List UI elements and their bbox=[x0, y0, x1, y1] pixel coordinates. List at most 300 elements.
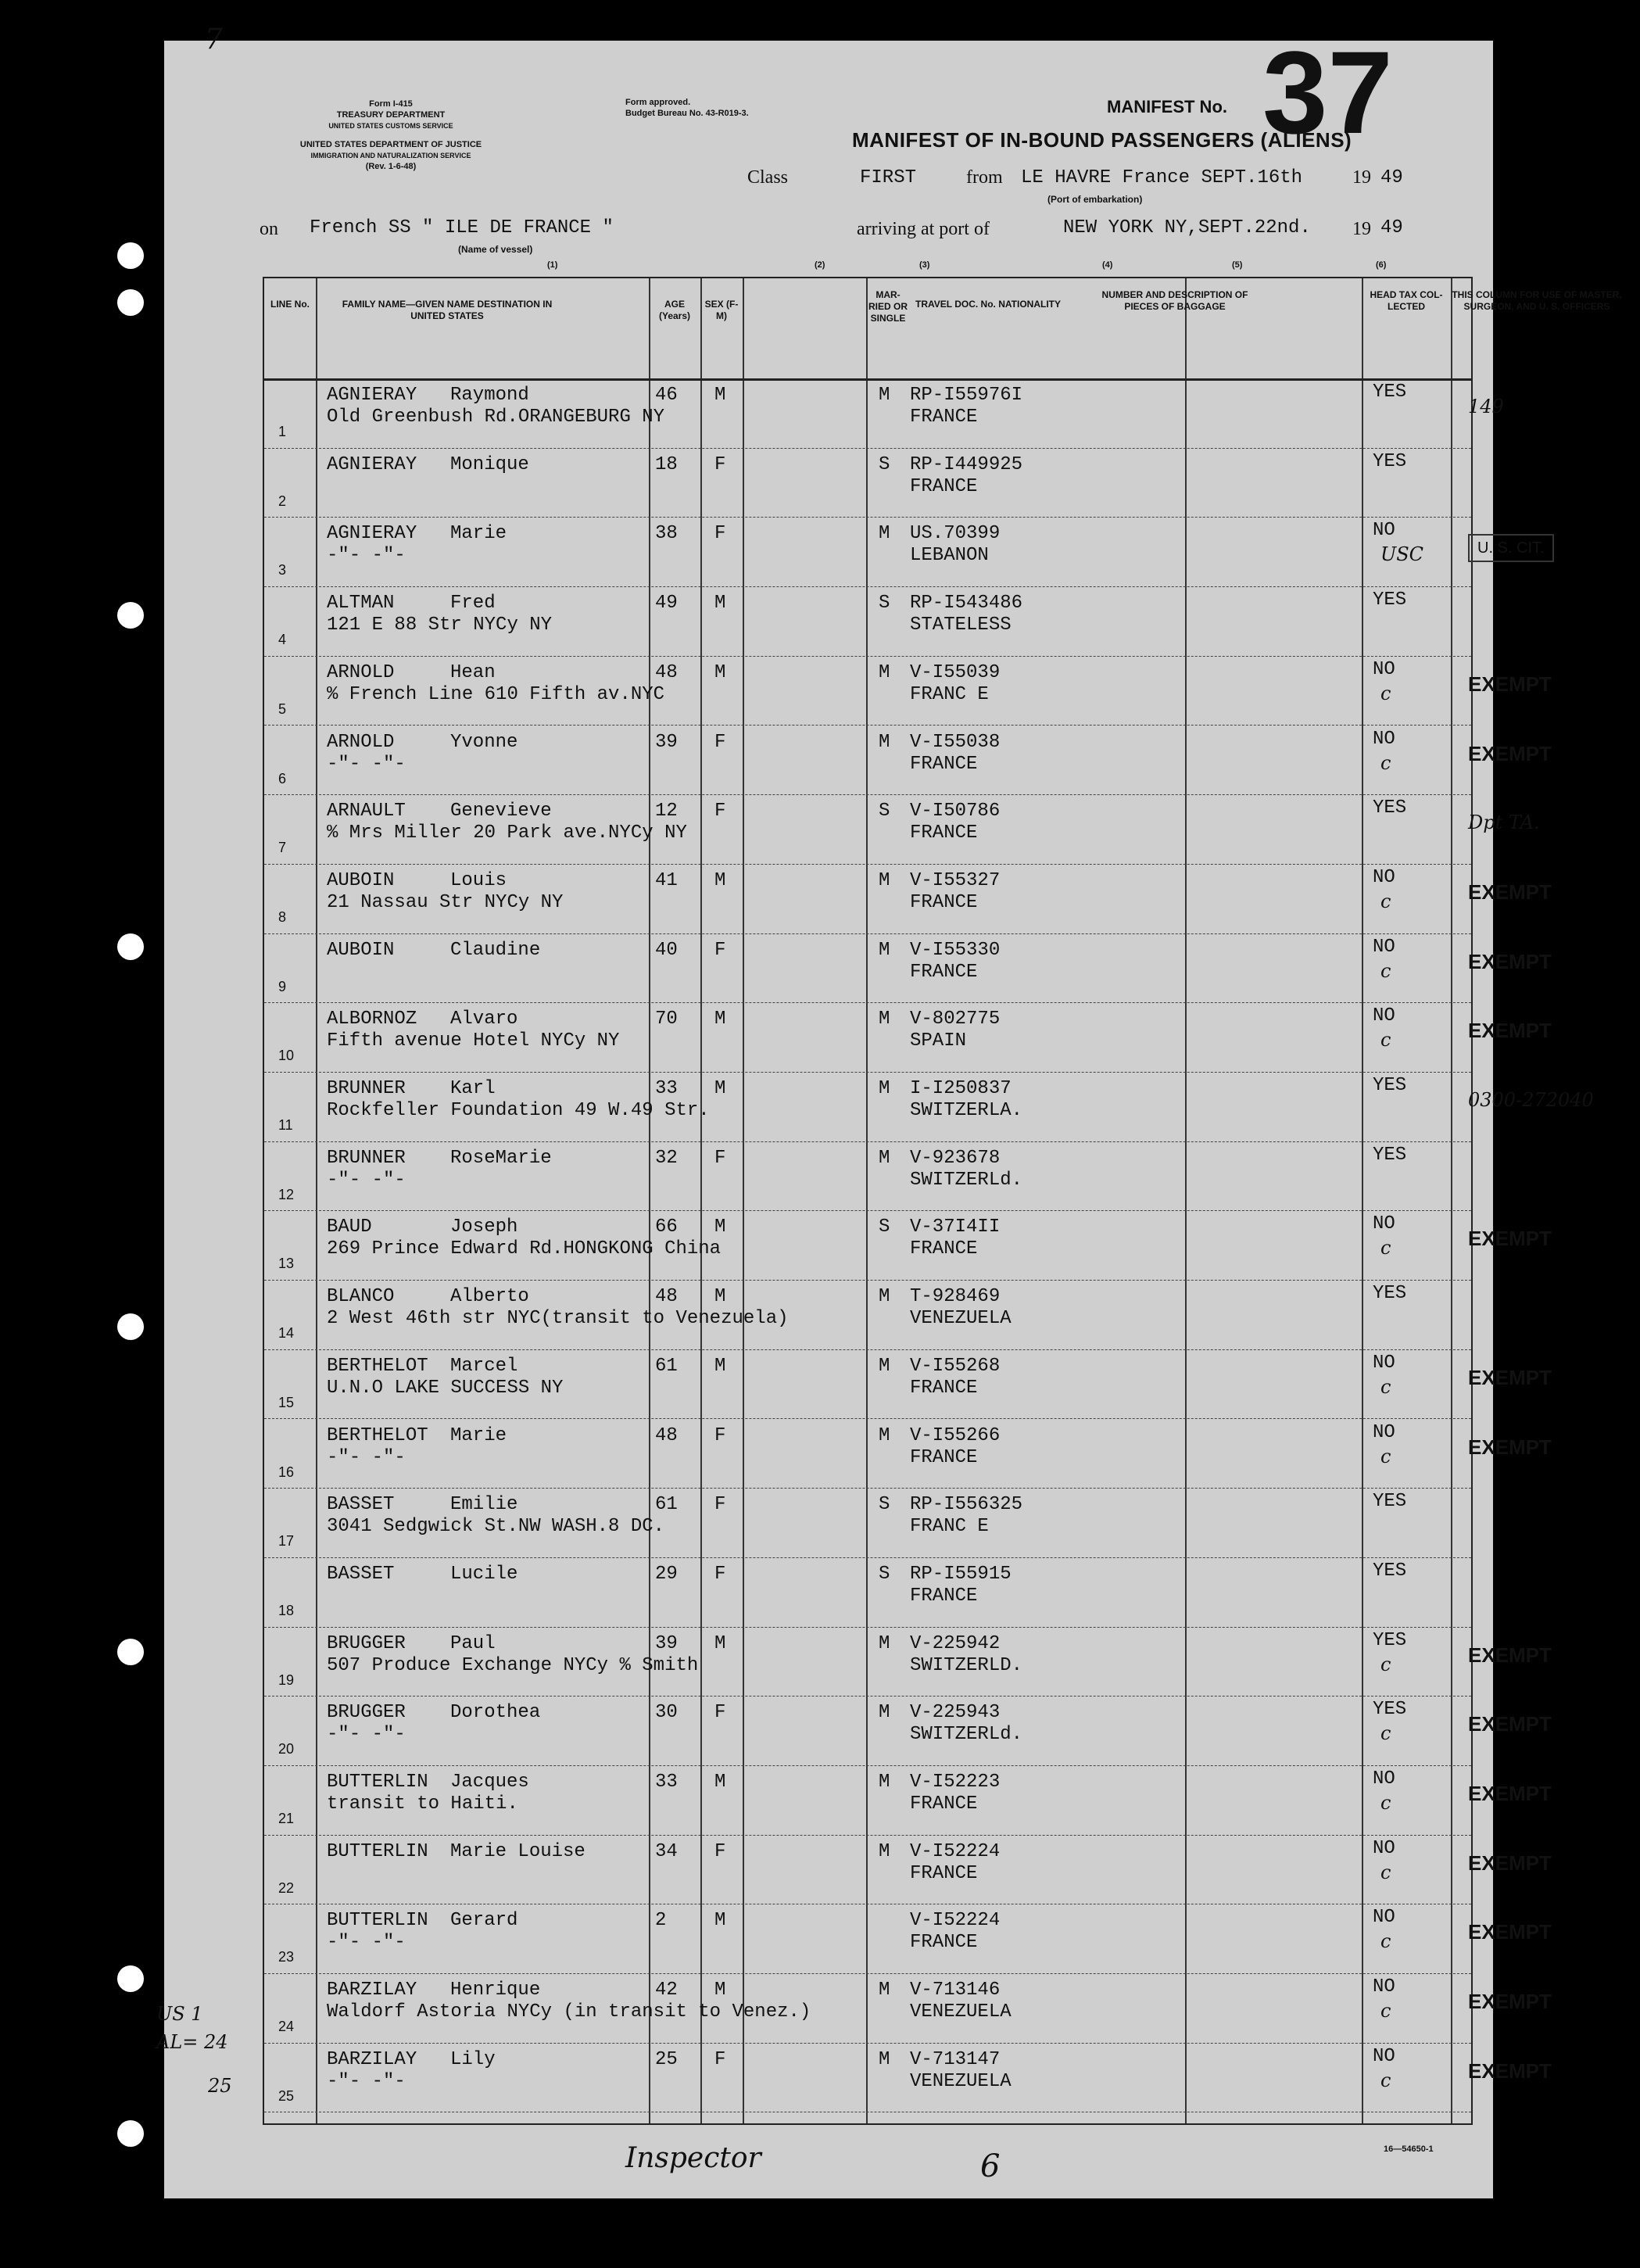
punch-hole bbox=[117, 1313, 144, 1340]
line-number: 5 bbox=[278, 700, 287, 717]
punch-hole bbox=[117, 2120, 144, 2147]
nationality: FRANCE bbox=[910, 1793, 978, 1815]
line-number: 6 bbox=[278, 770, 287, 786]
line-number: 3 bbox=[278, 562, 287, 579]
destination: -"- -"- bbox=[327, 753, 406, 775]
head-tax-mark: c bbox=[1380, 682, 1391, 704]
travel-doc: V-I52224 bbox=[910, 1910, 1001, 1932]
age-cell: 38 bbox=[655, 523, 678, 545]
form-number: Form I-415 bbox=[369, 99, 413, 109]
col-number: (2) bbox=[815, 260, 825, 270]
officer-note: U. S. CIT. bbox=[1468, 534, 1554, 562]
head-tax: NO bbox=[1373, 1837, 1395, 1859]
table-row bbox=[264, 864, 1552, 934]
marital-cell: M bbox=[879, 1147, 890, 1169]
manifest-number: 37 bbox=[1262, 27, 1393, 158]
family-name: AGNIERAY bbox=[327, 523, 417, 545]
destination: Rockfeller Foundation 49 W.49 Str. bbox=[327, 1100, 710, 1121]
officer-note: 0300-272040 bbox=[1468, 1089, 1594, 1111]
officer-note: EXEMPT bbox=[1468, 1851, 1552, 1875]
sex-cell: F bbox=[714, 1702, 726, 1724]
sex-cell: M bbox=[714, 1355, 726, 1377]
table-body bbox=[264, 378, 1594, 2123]
manifest-no-label: MANIFEST No. bbox=[1107, 97, 1227, 116]
marital-cell: S bbox=[879, 801, 890, 822]
line-number: 15 bbox=[278, 1394, 295, 1410]
from-label: from bbox=[966, 167, 1003, 188]
header-married: MAR-RIED OR SINGLE bbox=[868, 289, 908, 324]
head-tax: NO bbox=[1373, 658, 1395, 680]
col-number: (1) bbox=[547, 260, 558, 270]
marital-cell: M bbox=[879, 1286, 890, 1308]
head-tax: YES bbox=[1373, 450, 1407, 472]
marital-cell: M bbox=[879, 869, 890, 891]
from-value: LE HAVRE France SEPT.16th bbox=[1021, 167, 1303, 188]
travel-doc: RP-I55976I bbox=[910, 385, 1023, 406]
age-cell: 42 bbox=[655, 1980, 678, 2001]
sex-cell: F bbox=[714, 2048, 726, 2070]
destination: % French Line 610 Fifth av.NYC bbox=[327, 683, 665, 705]
head-tax-mark: c bbox=[1380, 1722, 1391, 1745]
head-tax: NO bbox=[1373, 936, 1395, 958]
head-tax-mark: c bbox=[1380, 2069, 1391, 2091]
table-row bbox=[264, 2043, 1552, 2113]
sex-cell: F bbox=[714, 453, 726, 475]
age-cell: 61 bbox=[655, 1494, 678, 1516]
given-name: Paul bbox=[450, 1632, 496, 1654]
given-name: Fred bbox=[450, 593, 496, 614]
family-name: BERTHELOT bbox=[327, 1355, 428, 1377]
family-name: BASSET bbox=[327, 1494, 395, 1516]
travel-doc: V-37I4II bbox=[910, 1216, 1001, 1238]
header-line: LINE No. bbox=[270, 299, 310, 310]
nationality: FRANCE bbox=[910, 961, 978, 983]
table-row bbox=[264, 794, 1540, 865]
family-name: ARNAULT bbox=[327, 801, 406, 822]
marital-cell: M bbox=[879, 1632, 890, 1654]
nationality: FRANCE bbox=[910, 1377, 978, 1399]
line-number: 17 bbox=[278, 1533, 295, 1550]
travel-doc: RP-I449925 bbox=[910, 453, 1023, 475]
class-label: Class bbox=[747, 167, 789, 188]
nationality: FRANCE bbox=[910, 1585, 978, 1607]
officer-note: EXEMPT bbox=[1468, 880, 1552, 904]
given-name: RoseMarie bbox=[450, 1147, 552, 1169]
header-name: FAMILY NAME—GIVEN NAME DESTINATION IN UNITED STATES bbox=[342, 299, 553, 321]
table-row bbox=[264, 1696, 1552, 1766]
nationality: FRANCE bbox=[910, 753, 978, 775]
given-name: Marie bbox=[450, 523, 507, 545]
line-number: 19 bbox=[278, 1671, 295, 1688]
head-tax: YES bbox=[1373, 1629, 1407, 1651]
marital-cell: M bbox=[879, 523, 890, 545]
punch-hole bbox=[117, 602, 144, 629]
table-row bbox=[264, 656, 1552, 726]
officer-note: EXEMPT bbox=[1468, 1712, 1552, 1736]
marital-cell: M bbox=[879, 1355, 890, 1377]
destination: -"- -"- bbox=[327, 1169, 406, 1191]
line-number: 21 bbox=[278, 1811, 295, 1826]
travel-doc: V-I52223 bbox=[910, 1772, 1001, 1793]
age-cell: 25 bbox=[655, 2048, 678, 2070]
head-tax-mark: c bbox=[1380, 2000, 1391, 2023]
family-name: AUBOIN bbox=[327, 939, 395, 961]
head-tax-mark: c bbox=[1380, 1029, 1391, 1052]
officer-note: EXEMPT bbox=[1468, 741, 1552, 765]
head-tax-mark: c bbox=[1380, 1653, 1391, 1675]
margin-note: AL= 24 bbox=[156, 2031, 228, 2053]
nationality: SWITZERLA. bbox=[910, 1100, 1023, 1121]
family-name: AUBOIN bbox=[327, 869, 395, 891]
officer-note: EXEMPT bbox=[1468, 1990, 1552, 2014]
destination: transit to Haiti. bbox=[327, 1793, 518, 1815]
nationality: FRANCE bbox=[910, 822, 978, 844]
nationality: SWITZERLD. bbox=[910, 1654, 1023, 1676]
nationality: STATELESS bbox=[910, 614, 1012, 636]
family-name: ALTMAN bbox=[327, 593, 395, 614]
line-number: 10 bbox=[278, 1048, 295, 1064]
line-number: 8 bbox=[278, 908, 287, 925]
given-name: Lucile bbox=[450, 1563, 518, 1585]
head-tax: NO bbox=[1373, 728, 1395, 750]
table-row bbox=[264, 1835, 1552, 1905]
travel-doc: V-713147 bbox=[910, 2048, 1001, 2070]
sex-cell: F bbox=[714, 939, 726, 961]
given-name: Marcel bbox=[450, 1355, 518, 1377]
destination: -"- -"- bbox=[327, 1446, 406, 1468]
age-cell: 48 bbox=[655, 661, 678, 683]
age-cell: 30 bbox=[655, 1702, 678, 1724]
sex-cell: F bbox=[714, 1147, 726, 1169]
form-revision: (Rev. 1-6-48) bbox=[365, 162, 417, 171]
head-tax-mark: c bbox=[1380, 1375, 1391, 1398]
bottom-mark: 6 bbox=[980, 2148, 1001, 2184]
on-label: on bbox=[260, 219, 278, 239]
col-number: (5) bbox=[1232, 260, 1243, 270]
head-tax: NO bbox=[1373, 520, 1395, 542]
nationality: FRANCE bbox=[910, 1446, 978, 1468]
sex-cell: M bbox=[714, 1216, 726, 1238]
punch-hole bbox=[117, 1965, 144, 1992]
port-embarkation-label: (Port of embarkation) bbox=[1047, 194, 1143, 205]
nationality: FRANCE bbox=[910, 407, 978, 428]
customs-service: UNITED STATES CUSTOMS SERVICE bbox=[328, 122, 453, 130]
family-name: BUTTERLIN bbox=[327, 1910, 428, 1932]
head-tax: YES bbox=[1373, 382, 1407, 403]
sex-cell: M bbox=[714, 869, 726, 891]
family-name: BLANCO bbox=[327, 1286, 395, 1308]
table-row bbox=[264, 1557, 1471, 1628]
punch-hole bbox=[117, 933, 144, 960]
marital-cell: M bbox=[879, 1840, 890, 1862]
family-name: AGNIERAY bbox=[327, 385, 417, 406]
given-name: Raymond bbox=[450, 385, 529, 406]
head-tax-mark: c bbox=[1380, 1930, 1391, 1953]
sex-cell: M bbox=[714, 385, 726, 406]
head-tax: NO bbox=[1373, 2045, 1395, 2067]
marital-cell: S bbox=[879, 593, 890, 614]
manifest-title: MANIFEST OF IN-BOUND PASSENGERS (ALIENS) bbox=[852, 128, 1352, 152]
table-row bbox=[264, 933, 1552, 1004]
head-tax-mark: USC bbox=[1380, 543, 1424, 566]
travel-doc: V-225943 bbox=[910, 1702, 1001, 1724]
family-name: AGNIERAY bbox=[327, 453, 417, 475]
arriving-year: 49 bbox=[1380, 217, 1403, 238]
family-name: BUTTERLIN bbox=[327, 1840, 428, 1862]
header-baggage: NUMBER AND DESCRIPTION OF PIECES OF BAGGAGE bbox=[1101, 289, 1248, 312]
head-tax: NO bbox=[1373, 1907, 1395, 1929]
family-name: BERTHELOT bbox=[327, 1424, 428, 1446]
travel-doc: I-I250837 bbox=[910, 1078, 1012, 1099]
destination: -"- -"- bbox=[327, 2070, 406, 2092]
sex-cell: F bbox=[714, 731, 726, 753]
table-row bbox=[264, 1973, 1552, 2044]
treasury-dept: TREASURY DEPARTMENT bbox=[336, 110, 446, 120]
sex-cell: M bbox=[714, 593, 726, 614]
table-row bbox=[264, 1765, 1552, 1836]
table-row bbox=[264, 1349, 1552, 1420]
destination: U.N.O LAKE SUCCESS NY bbox=[327, 1377, 564, 1399]
nationality: SPAIN bbox=[910, 1030, 967, 1052]
travel-doc: V-225942 bbox=[910, 1632, 1001, 1654]
travel-doc: RP-I543486 bbox=[910, 593, 1023, 614]
head-tax: NO bbox=[1373, 1352, 1395, 1374]
line-number: 14 bbox=[278, 1325, 295, 1342]
destination: 3041 Sedgwick St.NW WASH.8 DC. bbox=[327, 1516, 665, 1538]
family-name: BRUGGER bbox=[327, 1632, 406, 1654]
age-cell: 40 bbox=[655, 939, 678, 961]
given-name: Henrique bbox=[450, 1980, 541, 2001]
punch-hole bbox=[117, 1639, 144, 1665]
table-row bbox=[264, 1141, 1471, 1212]
class-value: FIRST bbox=[860, 167, 917, 188]
age-cell: 33 bbox=[655, 1772, 678, 1793]
travel-doc: V-I55039 bbox=[910, 661, 1001, 683]
travel-doc: V-713146 bbox=[910, 1980, 1001, 2001]
given-name: Alberto bbox=[450, 1286, 529, 1308]
head-tax-mark: c bbox=[1380, 959, 1391, 982]
arriving-year-prefix: 19 bbox=[1352, 219, 1371, 239]
header-age: AGE (Years) bbox=[658, 299, 691, 321]
header-officers: THIS COLUMN FOR USE OF MASTER, SURGEON, AND U. S. OFFICERS bbox=[1452, 289, 1622, 312]
from-year-prefix: 19 bbox=[1352, 167, 1371, 188]
marital-cell: M bbox=[879, 661, 890, 683]
nationality: FRANCE bbox=[910, 475, 978, 497]
travel-doc: RP-I55915 bbox=[910, 1563, 1012, 1585]
given-name: Claudine bbox=[450, 939, 541, 961]
nationality: FRANCE bbox=[910, 1932, 978, 1954]
given-name: Jacques bbox=[450, 1772, 529, 1793]
given-name: Gerard bbox=[450, 1910, 518, 1932]
head-tax: NO bbox=[1373, 866, 1395, 888]
given-name: Marie bbox=[450, 1424, 507, 1446]
age-cell: 46 bbox=[655, 385, 678, 406]
head-tax-mark: c bbox=[1380, 751, 1391, 774]
sex-cell: M bbox=[714, 1009, 726, 1030]
marital-cell: S bbox=[879, 453, 890, 475]
age-cell: 48 bbox=[655, 1286, 678, 1308]
travel-doc: V-I55327 bbox=[910, 869, 1001, 891]
destination: -"- -"- bbox=[327, 1932, 406, 1954]
head-tax-mark: c bbox=[1380, 1445, 1391, 1467]
header-travel: TRAVEL DOC. No. NATIONALITY bbox=[915, 299, 1061, 310]
family-name: BAUD bbox=[327, 1216, 372, 1238]
nationality: SWITZERLd. bbox=[910, 1724, 1023, 1746]
head-tax: NO bbox=[1373, 1005, 1395, 1027]
sex-cell: M bbox=[714, 1632, 726, 1654]
nationality: VENEZUELA bbox=[910, 1308, 1012, 1330]
punch-hole bbox=[117, 242, 144, 269]
given-name: Monique bbox=[450, 453, 529, 475]
family-name: BRUNNER bbox=[327, 1078, 406, 1099]
head-tax: YES bbox=[1373, 1560, 1407, 1582]
nationality: SWITZERLd. bbox=[910, 1169, 1023, 1191]
line-number: 1 bbox=[278, 424, 287, 439]
destination: 2 West 46th str NYC(transit to Venezuela) bbox=[327, 1308, 789, 1330]
head-tax: YES bbox=[1373, 797, 1407, 819]
marital-cell: S bbox=[879, 1563, 890, 1585]
table-row bbox=[264, 1488, 1471, 1558]
travel-doc: V-I55038 bbox=[910, 731, 1001, 753]
officer-note: EXEMPT bbox=[1468, 672, 1552, 696]
table-row bbox=[264, 1280, 1471, 1350]
family-name: BRUNNER bbox=[327, 1147, 406, 1169]
budget-bureau: Budget Bureau No. 43-R019-3. bbox=[625, 109, 749, 118]
family-name: ALBORNOZ bbox=[327, 1009, 417, 1030]
margin-note: US 1 bbox=[156, 2003, 203, 2025]
family-name: BASSET bbox=[327, 1563, 395, 1585]
marital-cell: S bbox=[879, 1216, 890, 1238]
head-tax: NO bbox=[1373, 1976, 1395, 1998]
marital-cell: S bbox=[879, 1494, 890, 1516]
line-number: 12 bbox=[278, 1186, 295, 1202]
given-name: Dorothea bbox=[450, 1702, 541, 1724]
family-name: ARNOLD bbox=[327, 661, 395, 683]
col-number: (6) bbox=[1376, 260, 1387, 270]
age-cell: 39 bbox=[655, 731, 678, 753]
travel-doc: V-I55268 bbox=[910, 1355, 1001, 1377]
line-number: 2 bbox=[278, 493, 287, 509]
given-name: Hean bbox=[450, 661, 496, 683]
table-row bbox=[264, 1904, 1552, 1974]
sex-cell: F bbox=[714, 1563, 726, 1585]
marital-cell: M bbox=[879, 2048, 890, 2070]
table-row bbox=[264, 517, 1545, 587]
age-cell: 49 bbox=[655, 593, 678, 614]
table-row bbox=[264, 448, 1471, 518]
destination: 121 E 88 Str NYCy NY bbox=[327, 614, 553, 636]
head-tax: YES bbox=[1373, 1283, 1407, 1305]
officer-note: Dpt TA. bbox=[1468, 812, 1540, 834]
line-number: 13 bbox=[278, 1256, 295, 1272]
head-tax: NO bbox=[1373, 1213, 1395, 1235]
nationality: VENEZUELA bbox=[910, 2070, 1012, 2092]
destination: Fifth avenue Hotel NYCy NY bbox=[327, 1030, 620, 1052]
table-row bbox=[264, 1210, 1552, 1281]
head-tax: NO bbox=[1373, 1768, 1395, 1790]
sex-cell: M bbox=[714, 1980, 726, 2001]
ins-service: IMMIGRATION AND NATURALIZATION SERVICE bbox=[310, 152, 471, 159]
table-row bbox=[264, 726, 1552, 796]
age-cell: 34 bbox=[655, 1840, 678, 1862]
age-cell: 66 bbox=[655, 1216, 678, 1238]
sex-cell: M bbox=[714, 1910, 726, 1932]
age-cell: 61 bbox=[655, 1355, 678, 1377]
travel-doc: V-923678 bbox=[910, 1147, 1001, 1169]
sex-cell: M bbox=[714, 1286, 726, 1308]
head-tax: YES bbox=[1373, 1491, 1407, 1513]
officer-note: EXEMPT bbox=[1468, 1643, 1552, 1667]
head-tax-mark: c bbox=[1380, 1237, 1391, 1259]
punch-hole bbox=[117, 289, 144, 316]
given-name: Genevieve bbox=[450, 801, 552, 822]
vessel-label: (Name of vessel) bbox=[458, 244, 533, 255]
sex-cell: F bbox=[714, 1494, 726, 1516]
given-name: Emilie bbox=[450, 1494, 518, 1516]
officer-note: EXEMPT bbox=[1468, 1782, 1552, 1805]
header-headtax: HEAD TAX COL-LECTED bbox=[1370, 289, 1443, 312]
head-tax: YES bbox=[1373, 589, 1407, 611]
marital-cell: M bbox=[879, 385, 890, 406]
age-cell: 32 bbox=[655, 1147, 678, 1169]
travel-doc: V-802775 bbox=[910, 1009, 1001, 1030]
head-tax: YES bbox=[1373, 1699, 1407, 1721]
marital-cell: M bbox=[879, 731, 890, 753]
nationality: VENEZUELA bbox=[910, 2001, 1012, 2023]
travel-doc: V-I55266 bbox=[910, 1424, 1001, 1446]
manifest-page bbox=[156, 23, 1622, 2198]
travel-doc: T-928469 bbox=[910, 1286, 1001, 1308]
family-name: BARZILAY bbox=[327, 1980, 417, 2001]
line-number: 24 bbox=[278, 2019, 295, 2035]
line-number: 22 bbox=[278, 1879, 295, 1896]
line-number: 16 bbox=[278, 1464, 295, 1480]
sex-cell: M bbox=[714, 1078, 726, 1099]
destination: -"- -"- bbox=[327, 1724, 406, 1746]
nationality: FRANC E bbox=[910, 1516, 989, 1538]
justice-dept: UNITED STATES DEPARTMENT OF JUSTICE bbox=[299, 140, 482, 149]
age-cell: 48 bbox=[655, 1424, 678, 1446]
age-cell: 70 bbox=[655, 1009, 678, 1030]
destination: 21 Nassau Str NYCy NY bbox=[327, 891, 564, 913]
corner-mark: 7 bbox=[205, 23, 223, 56]
table-row bbox=[264, 378, 1504, 449]
officer-note: EXEMPT bbox=[1468, 2058, 1552, 2083]
table-row bbox=[264, 1002, 1552, 1073]
destination: 269 Prince Edward Rd.HONGKONG China bbox=[327, 1238, 722, 1260]
sex-cell: F bbox=[714, 801, 726, 822]
age-cell: 2 bbox=[655, 1910, 667, 1932]
col-number: (3) bbox=[919, 260, 930, 270]
table-row bbox=[264, 1627, 1552, 1697]
age-cell: 41 bbox=[655, 869, 678, 891]
given-name: Marie Louise bbox=[450, 1840, 585, 1862]
table-row bbox=[264, 586, 1471, 657]
officer-note: 149 bbox=[1468, 396, 1504, 417]
vessel-value: French SS " ILE DE FRANCE " bbox=[310, 217, 614, 238]
line-number: 18 bbox=[278, 1602, 295, 1618]
age-cell: 18 bbox=[655, 453, 678, 475]
marital-cell: M bbox=[879, 1009, 890, 1030]
col-number: (4) bbox=[1102, 260, 1113, 270]
destination: -"- -"- bbox=[327, 545, 406, 567]
destination: % Mrs Miller 20 Park ave.NYCy NY bbox=[327, 822, 687, 844]
officer-note: EXEMPT bbox=[1468, 1019, 1552, 1043]
passenger-table bbox=[263, 277, 1622, 2125]
head-tax-mark: c bbox=[1380, 1861, 1391, 1883]
age-cell: 29 bbox=[655, 1563, 678, 1585]
travel-doc: V-I52224 bbox=[910, 1840, 1001, 1862]
